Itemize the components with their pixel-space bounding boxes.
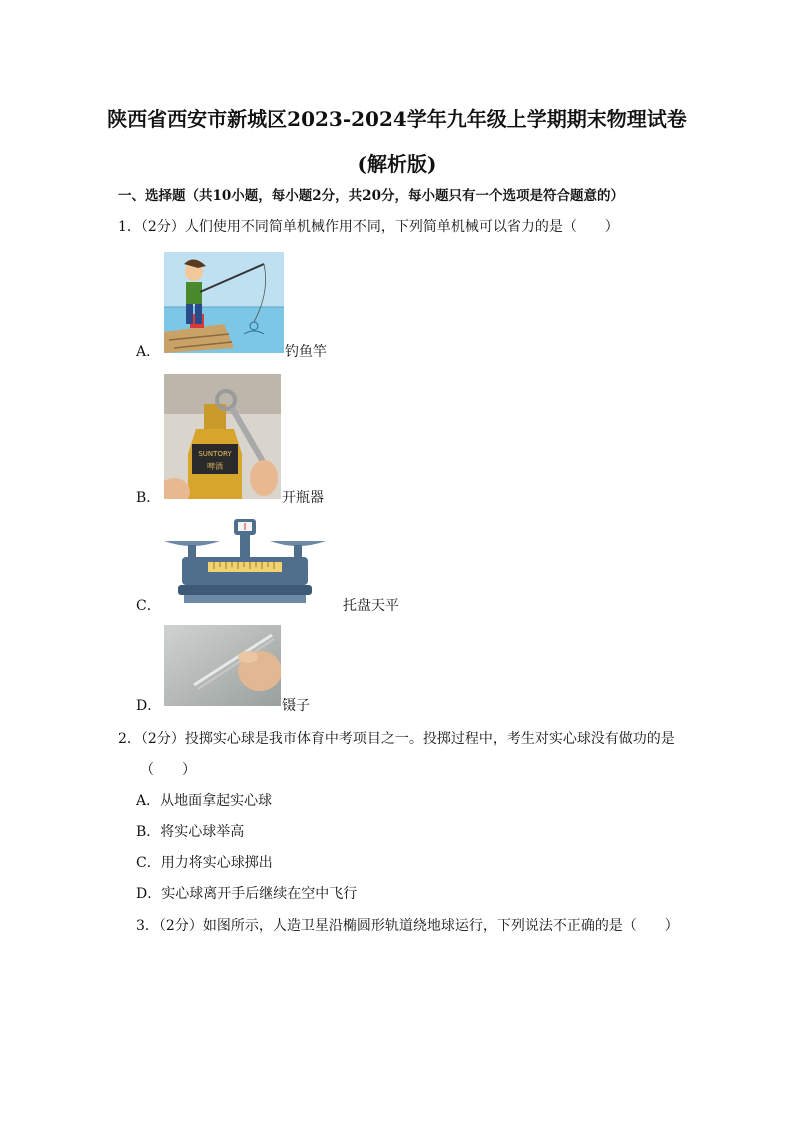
option-c-label: 托盘天平 [343, 598, 399, 614]
bottle-opener-image [164, 374, 281, 499]
tweezers-image [164, 625, 281, 706]
option-b-label: 开瓶器 [282, 490, 324, 506]
question-2-option-b: B．将实心球举高 [136, 824, 245, 840]
fishing-rod-image [164, 252, 284, 353]
exam-title-line1: 陕西省西安市新城区2023-2024学年九年级上学期期末物理试卷 [107, 107, 687, 131]
option-d-label: 镊子 [282, 698, 310, 714]
section-heading: 一、选择题（共10小题，每小题2分，共20分，每小题只有一个选项是符合题意的） [118, 188, 624, 204]
bottle-brand-text: SUNTORY [198, 450, 232, 458]
option-a-label: 钓鱼竿 [285, 344, 327, 360]
option-b-letter: B． [136, 490, 161, 506]
exam-title-line2: (解析版) [357, 152, 437, 176]
question-2-stem-cont: （ ） [140, 762, 196, 778]
bottle-label-text: 啤酒 [207, 462, 223, 471]
question-3-stem: 3．（2分）如图所示，人造卫星沿椭圆形轨道绕地球运行，下列说法不正确的是（ ） [136, 918, 679, 934]
option-d-letter: D． [136, 698, 162, 714]
balance-scale-image [164, 517, 326, 607]
question-2-option-c: C．用力将实心球掷出 [136, 855, 273, 871]
question-2-option-d: D．实心球离开手后继续在空中飞行 [136, 886, 358, 902]
option-a-letter: A． [136, 344, 161, 360]
option-c-letter: C． [136, 598, 161, 614]
question-2-option-a: A．从地面拿起实心球 [136, 793, 273, 809]
question-1-stem: 1．（2分）人们使用不同简单机械作用不同，下列简单机械可以省力的是（ ） [118, 219, 619, 235]
question-2-stem: 2．（2分）投掷实心球是我市体育中考项目之一。投掷过程中，考生对实心球没有做功的是 [118, 731, 675, 747]
